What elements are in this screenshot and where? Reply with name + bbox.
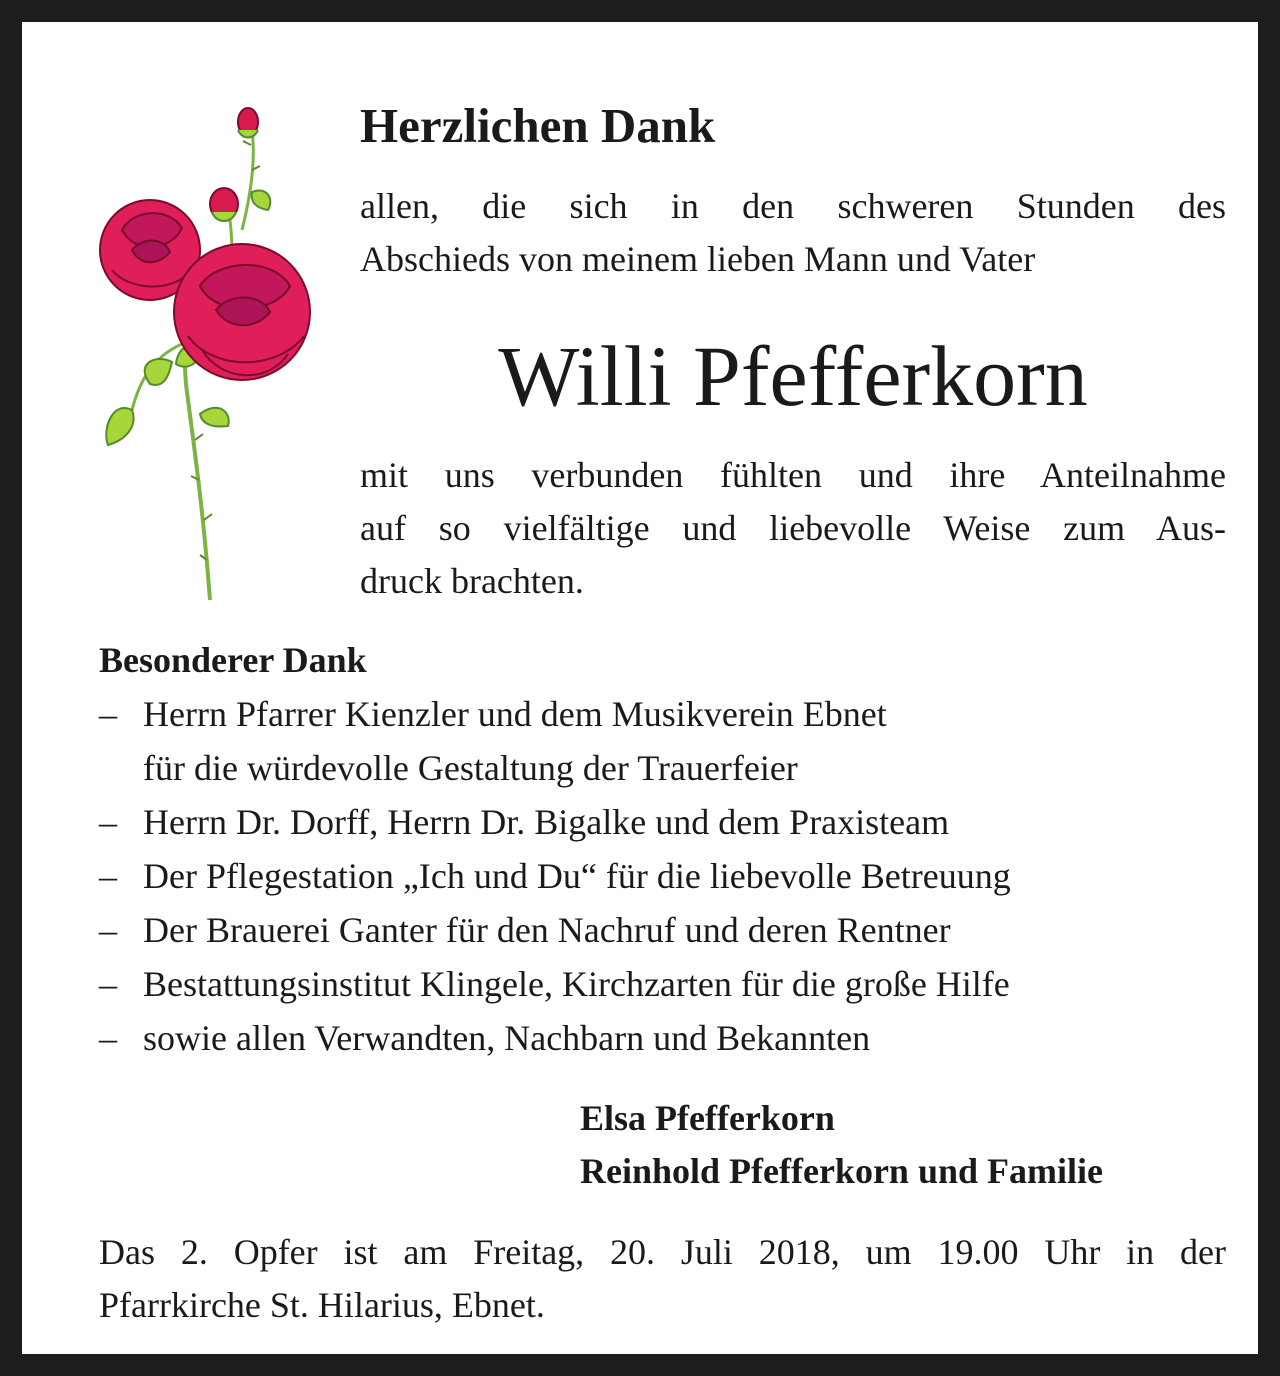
intro-line: allen, die sich in den schweren Stunden des bbox=[360, 186, 1226, 226]
body-line: druck brachten. bbox=[360, 561, 584, 601]
list-item bbox=[99, 795, 1239, 849]
dash-marker: – bbox=[99, 802, 117, 842]
signature-block bbox=[580, 1092, 1103, 1198]
footer-line: Pfarrkirche St. Hilarius, Ebnet. bbox=[99, 1285, 545, 1325]
footer-line: Das 2. Opfer ist am Freitag, 20. Juli 2018, um 19.00 Uhr in der bbox=[99, 1232, 1226, 1272]
intro-paragraph bbox=[360, 180, 1226, 286]
special-thanks-list bbox=[99, 687, 1239, 1065]
list-item-text: Bestattungsinstitut Klingele, Kirchzarten für die große Hilfe bbox=[143, 964, 1010, 1004]
list-item-text: Herrn Dr. Dorff, Herrn Dr. Bigalke und dem Praxisteam bbox=[143, 802, 950, 842]
list-item bbox=[99, 849, 1239, 903]
body-line: mit uns verbunden fühlten und ihre Anteilnahme bbox=[360, 455, 1226, 495]
list-item-text: Herrn Pfarrer Kienzler und dem Musikverein Ebnet für die würdevolle Gestaltung der Trauerfeier bbox=[143, 694, 887, 788]
dash-marker: – bbox=[99, 964, 117, 1004]
list-item-text: Der Pflegestation „Ich und Du“ für die liebevolle Betreuung bbox=[143, 856, 1011, 896]
intro-line: Abschieds von meinem lieben Mann und Vater bbox=[360, 239, 1036, 279]
rose-icon bbox=[92, 100, 332, 610]
list-item bbox=[99, 903, 1239, 957]
dash-marker: – bbox=[99, 694, 117, 734]
dash-marker: – bbox=[99, 856, 117, 896]
list-item bbox=[99, 1011, 1239, 1065]
list-item-text: Der Brauerei Ganter für den Nachruf und deren Rentner bbox=[143, 910, 951, 950]
signature-line: Reinhold Pfefferkorn und Familie bbox=[580, 1151, 1103, 1191]
list-item bbox=[99, 687, 1239, 795]
list-item-text: sowie allen Verwandten, Nachbarn und Bekannten bbox=[143, 1018, 871, 1058]
dash-marker: – bbox=[99, 1018, 117, 1058]
dash-marker: – bbox=[99, 910, 117, 950]
body-paragraph bbox=[360, 449, 1226, 608]
deceased-name: Willi Pfefferkorn bbox=[498, 328, 1088, 424]
footer-paragraph bbox=[99, 1226, 1226, 1332]
special-thanks-title: Besonderer Dank bbox=[99, 640, 367, 680]
list-item bbox=[99, 957, 1239, 1011]
heading: Herzlichen Dank bbox=[360, 98, 716, 153]
signature-line: Elsa Pfefferkorn bbox=[580, 1098, 835, 1138]
body-line: auf so vielfältige und liebevolle Weise zum Aus- bbox=[360, 508, 1226, 548]
